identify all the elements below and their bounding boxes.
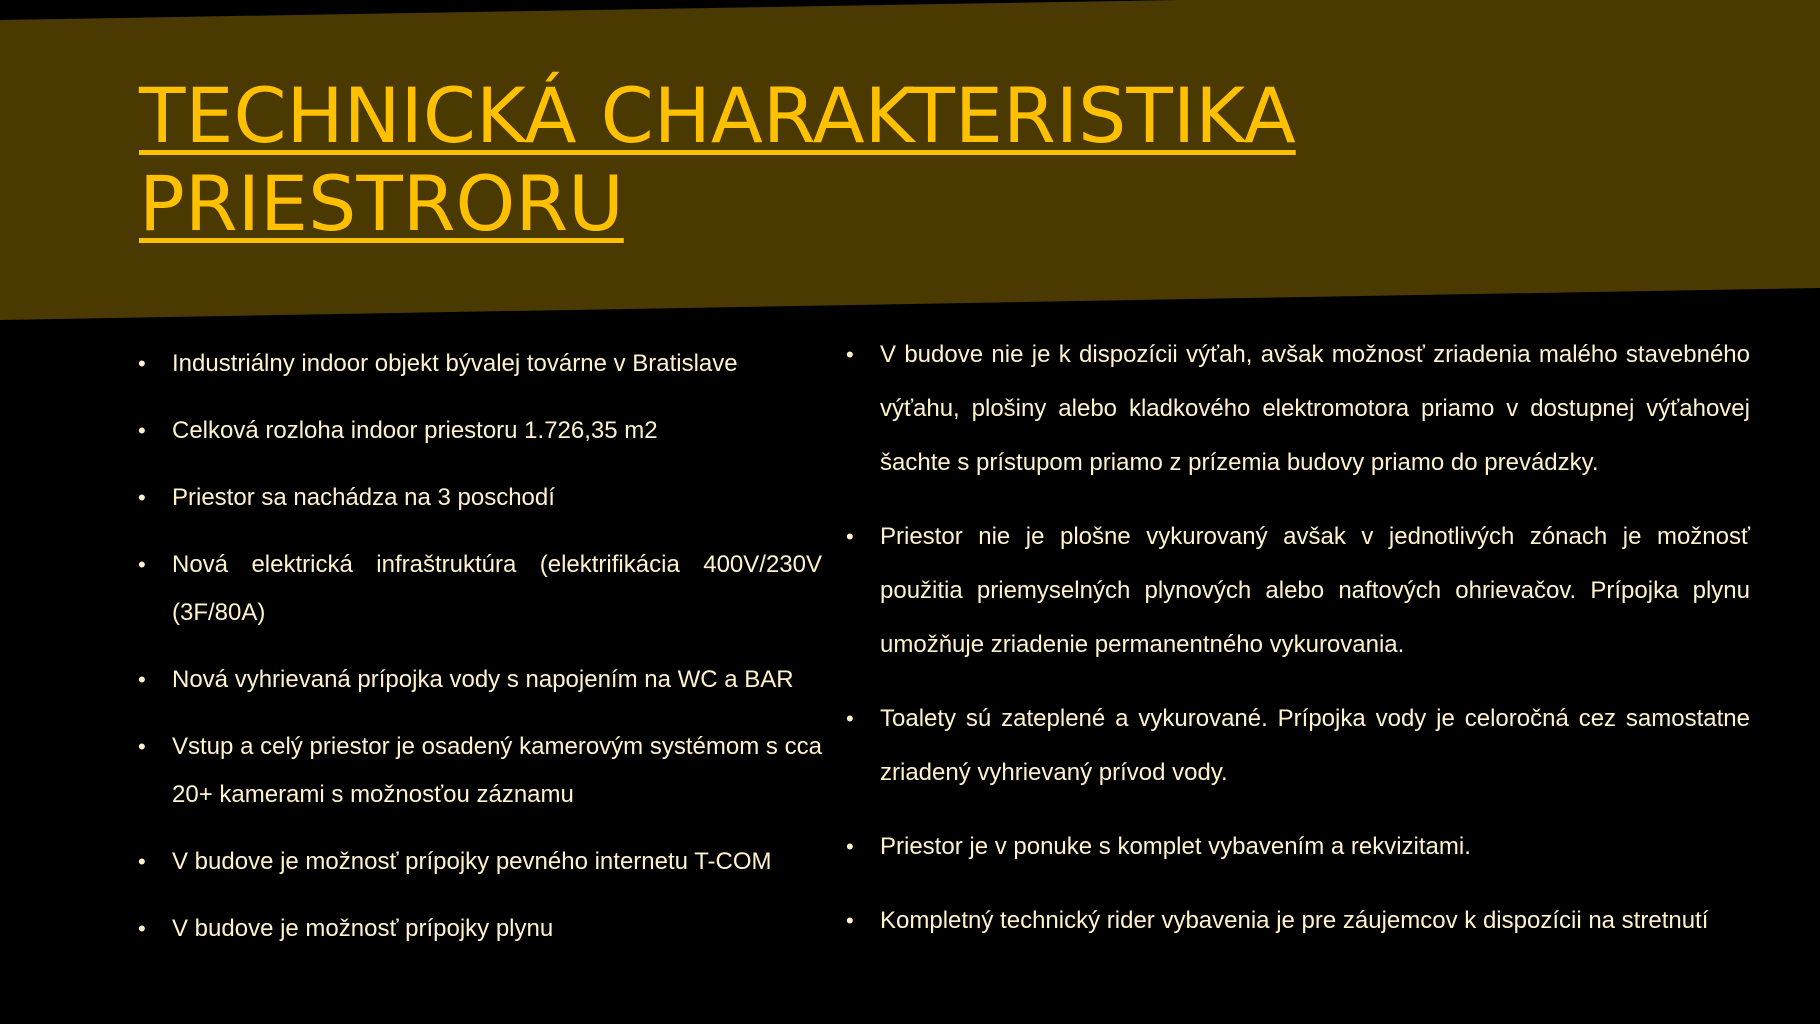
list-item: • Nová vyhrievaná prípojka vody s napojením na WC a BAR [138, 656, 822, 704]
page-title-line-1: TECHNICKÁ CHARAKTERISTIKA [139, 71, 1296, 160]
list-item: • Toalety sú zateplené a vykurované. Prípojka vody je celoročná cez samostatne zriadený vyhrievaný prívod vody. [846, 692, 1750, 800]
bullet-icon: • [138, 485, 146, 510]
page-title-line-2: PRIESTRORU [139, 159, 624, 248]
bullet-icon: • [138, 916, 146, 941]
bullet-icon: • [138, 734, 146, 759]
list-item: • V budove je možnosť prípojky pevného internetu T-COM [138, 838, 822, 886]
page-title [139, 72, 1296, 248]
bullet-icon: • [846, 342, 854, 367]
bullet-icon: • [846, 524, 854, 549]
list-item: • Industriálny indoor objekt bývalej továrne v Bratislave [138, 340, 822, 388]
bullet-icon: • [138, 351, 146, 376]
list-item: • Celková rozloha indoor priestoru 1.726,35 m2 [138, 407, 822, 455]
bullet-icon: • [138, 849, 146, 874]
list-item: • Nová elektrická infraštruktúra (elektrifikácia 400V/230V (3F/80A) [138, 541, 822, 637]
right-bullet-list [846, 328, 1750, 968]
left-bullet-list [138, 340, 822, 972]
bullet-icon: • [138, 418, 146, 443]
list-item: • Vstup a celý priestor je osadený kamerovým systémom s cca 20+ kamerami s možnosťou záznamu [138, 723, 822, 819]
list-item: • Priestor nie je plošne vykurovaný avšak v jednotlivých zónach je možnosť použitia priemyselných plynových alebo naftových ohrievačov. Prípojka plynu umožňuje zriadenie permanentného vykurovania. [846, 510, 1750, 672]
bullet-icon: • [846, 706, 854, 731]
list-item: • Priestor sa nachádza na 3 poschodí [138, 474, 822, 522]
bullet-icon: • [846, 834, 854, 859]
list-item: • V budove je možnosť prípojky plynu [138, 905, 822, 953]
bullet-icon: • [846, 908, 854, 933]
list-item: • Priestor je v ponuke s komplet vybavením a rekvizitami. [846, 820, 1750, 874]
bullet-icon: • [138, 552, 146, 577]
list-item: • Kompletný technický rider vybavenia je pre záujemcov k dispozícii na stretnutí [846, 894, 1750, 948]
bullet-icon: • [138, 667, 146, 692]
list-item: • V budove nie je k dispozícii výťah, avšak možnosť zriadenia malého stavebného výťahu, plošiny alebo kladkového elektromotora priamo v dostupnej výťahovej šachte s prístupom priamo z prízemia budovy priamo do prevádzky. [846, 328, 1750, 490]
